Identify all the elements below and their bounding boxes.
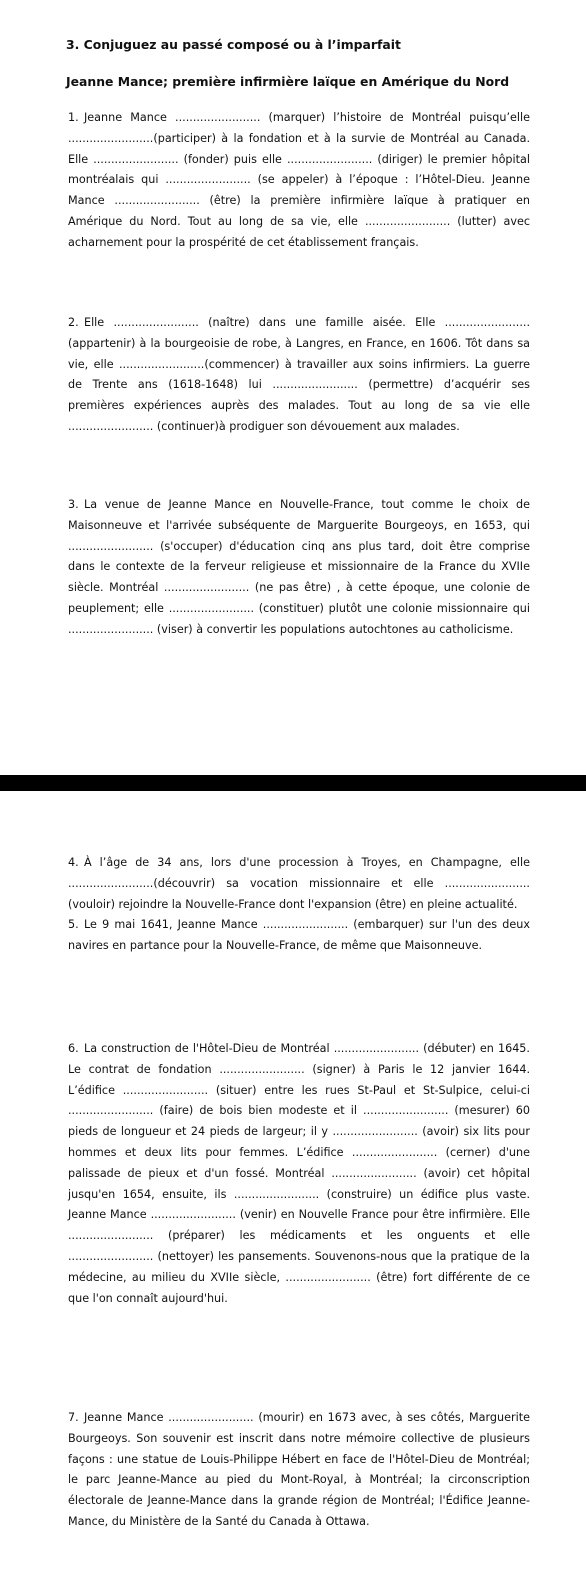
document-page-top xyxy=(0,0,586,775)
paragraph-number: 2. xyxy=(68,316,79,329)
paragraph-text: À l’âge de 34 ans, lors d'une procession à Troyes, en Champagne, elle ........................(découvrir) sa vocation missionnaire et elle ........................ (vouloir) rejoindre la Nouvelle-France dont l'expansion (être) en pleine actualité. xyxy=(68,856,530,911)
paragraph-1 xyxy=(68,108,530,254)
paragraph-number: 4. xyxy=(68,856,79,869)
paragraph-text: Jeanne Mance ........................ (marquer) l’histoire de Montréal puisqu’elle ........................(participer) à la fondation et à la survie de Montréal au Canada. Elle ........................ (fonder) puis elle ........................ (diriger) le premier hôpital montréalais qui ........................ (se appeler) à l’époque : l’Hôtel-Dieu. Jeanne Mance ........................ (être) la première infirmière laïque à pratiquer en Amérique du Nord. Tout au long de sa vie, elle ........................ (lutter) avec acharnement pour la prospérité de cet établissement français. xyxy=(68,111,530,249)
paragraph-number: 7. xyxy=(68,1411,79,1424)
paragraph-number: 1. xyxy=(68,111,79,124)
exercise-subtitle: Jeanne Mance; première infirmière laïque en Amérique du Nord xyxy=(66,74,510,89)
paragraph-7 xyxy=(68,1408,530,1533)
paragraph-number: 6. xyxy=(68,1042,79,1055)
paragraph-text: La construction de l'Hôtel-Dieu de Montréal ........................ (débuter) en 1645. Le contrat de fondation ........................ (signer) à Paris le 12 janvier 1644. L’édifice ........................ (situer) entre les rues St-Paul et St-Sulpice, celui-ci ........................ (faire) de bois bien modeste et il ........................ (mesurer) 60 pieds de longueur et 24 pieds de largeur; il y ........................ (avoir) six lits pour hommes et deux lits pour femmes. L’édifice ........................ (cerner) d'une palissade de pieux et d'un fossé. Montréal ........................ (avoir) cet hôpital jusqu'en 1654, ensuite, ils ........................ (construire) un édifice plus vaste. Jeanne Mance ........................ (venir) en Nouvelle France pour être infirmière. Elle ........................ (préparer) les médicaments et les onguents et elle ........................ (nettoyer) les pansements. Souvenons-nous que la pratique de la médecine, au milieu du XVIIe siècle, ........................ (être) fort différente de ce que l'on connaît aujourd'hui. xyxy=(68,1042,530,1305)
paragraph-3 xyxy=(68,495,530,641)
paragraph-number: 5. xyxy=(68,918,79,932)
paragraph-text: Jeanne Mance ........................ (mourir) en 1673 avec, à ses côtés, Marguerite Bourgeoys. Son souvenir est inscrit dans notre mémoire collective de plusieurs façons : une statue de Louis-Philippe Hébert en face de l'Hôtel-Dieu de Montréal; le parc Jeanne-Mance au pied du Mont-Royal, à Montréal; la circonscription électorale de Jeanne-Mance dans la grande région de Montréal; l'Édifice Jeanne-Mance, du Ministère de la Santé du Canada à Ottawa. xyxy=(68,1411,530,1528)
paragraph-6 xyxy=(68,1039,530,1309)
paragraph-text: La venue de Jeanne Mance en Nouvelle-France, tout comme le choix de Maisonneuve et l'arrivée subséquente de Marguerite Bourgeoys, en 1653, qui ........................ (s'occuper) d'éducation cinq ans plus tard, doit être comprise dans le contexte de la ferveur religieuse et missionnaire de la France du XVIIe siècle. Montréal ........................ (ne pas être) , à cette époque, une colonie de peuplement; elle ........................ (constituer) plutôt une colonie missionnaire qui ........................ (viser) à convertir les populations autochtones au catholicisme. xyxy=(68,498,530,636)
paragraph-text: Le 9 mai 1641, Jeanne Mance ........................ (embarquer) sur l'un des deux navires en partance pour la Nouvelle-France, de même que Maisonneuve. xyxy=(68,918,530,953)
paragraph-number: 3. xyxy=(68,498,79,511)
paragraph-4-5 xyxy=(68,853,530,957)
paragraph-2 xyxy=(68,313,530,438)
document-page-bottom xyxy=(0,791,586,1573)
page-divider xyxy=(0,775,586,791)
exercise-title: 3. Conjuguez au passé composé ou à l’imparfait xyxy=(66,37,401,52)
paragraph-text: Elle ........................ (naître) dans une famille aisée. Elle ........................ (appartenir) à la bourgeoisie de robe, à Langres, en France, en 1606. Tôt dans sa vie, elle ........................(commencer) à travailler aux soins infirmiers. La guerre de Trente ans (1618-1648) lui ........................ (permettre) d’acquérir ses premières expériences auprès des malades. Tout au long de sa vie elle ........................ (continuer)à prodiguer son dévouement aux malades. xyxy=(68,316,530,433)
